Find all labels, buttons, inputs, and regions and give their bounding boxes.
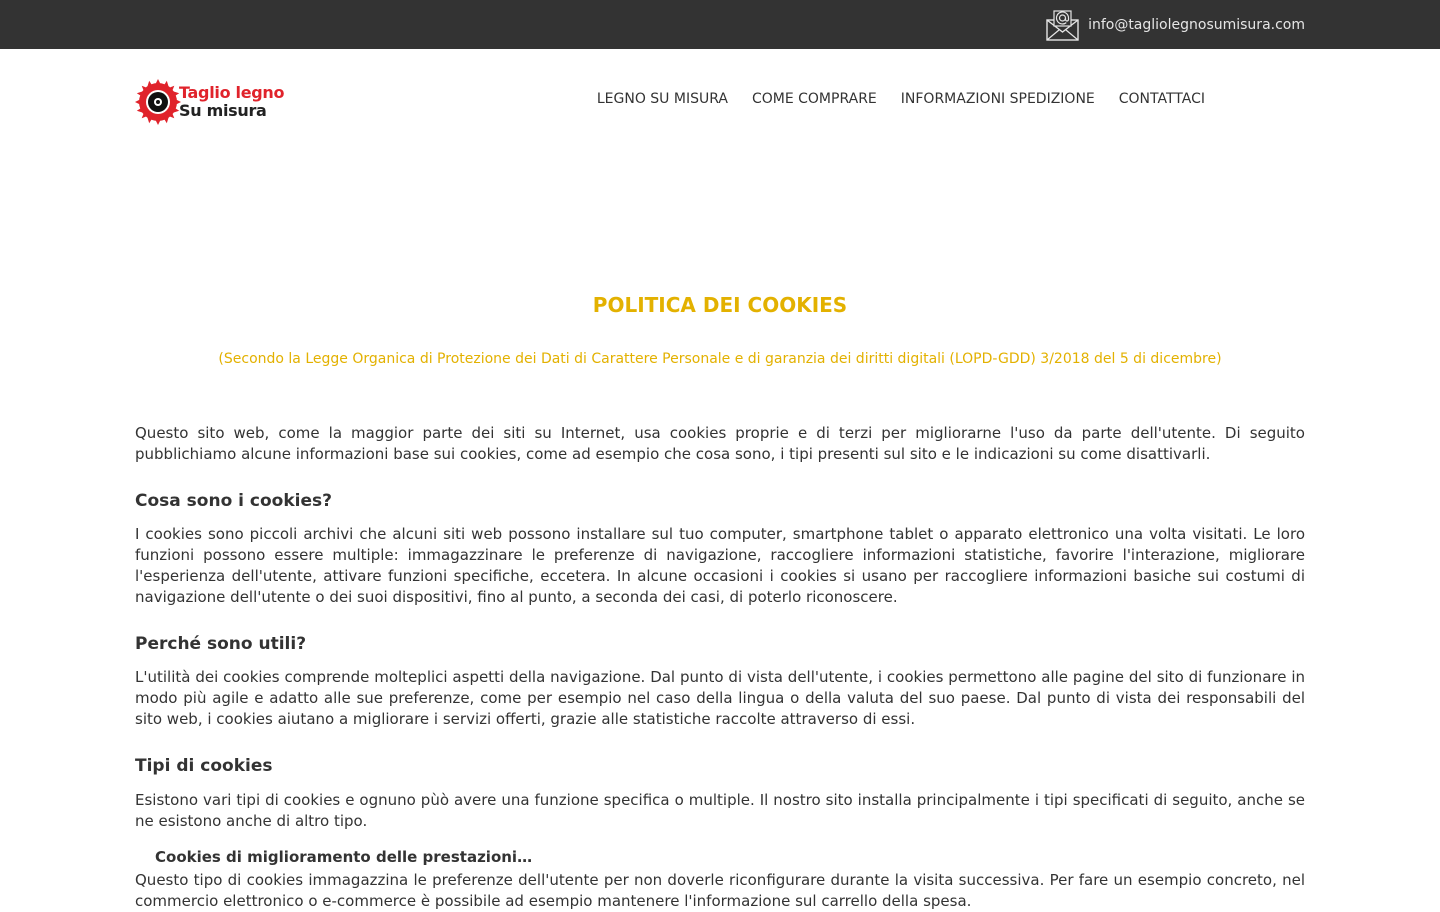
nav-item-informazioni-spedizione[interactable]: INFORMAZIONI SPEDIZIONE bbox=[900, 91, 1095, 107]
email-link[interactable] bbox=[1046, 9, 1305, 41]
page-title: POLITICA DEI COOKIES bbox=[592, 293, 848, 317]
email-address: info@tagliolegnosumisura.com bbox=[1088, 17, 1305, 33]
subsection-heading-prestazioni: Cookies di miglioramento delle prestazioni… bbox=[155, 848, 533, 866]
intro-paragraph: Questo sito web, come la maggior parte dei siti su Internet, usa cookies proprie e di terzi per migliorarne l'uso da parte dell'utente. Di seguito pubblichiamo alcune informazioni base sui cookies, come ad esempio che cosa sono, i tipi presenti sul sito e le indicazioni su come disattivarli. bbox=[135, 424, 1305, 463]
section-heading-perche-utili: Perché sono utili? bbox=[135, 634, 307, 654]
saw-blade-icon bbox=[135, 79, 181, 125]
main-content bbox=[135, 290, 1305, 912]
site-logo[interactable] bbox=[135, 79, 305, 125]
section-heading-tipi: Tipi di cookies bbox=[135, 756, 273, 776]
nav-item-contattaci[interactable]: CONTATTACI bbox=[1118, 91, 1205, 107]
nav-item-come-comprare[interactable]: COME COMPRARE bbox=[751, 91, 877, 107]
logo-line-2: Su misura bbox=[179, 101, 267, 120]
page-subtitle: (Secondo la Legge Organica di Protezione dei Dati di Carattere Personale e di garanzia dei diritti digitali (LOPD-GDD) 3/2018 del 5 di dicembre) bbox=[218, 351, 1222, 367]
envelope-at-icon bbox=[1046, 9, 1079, 41]
nav-item-legno-su-misura[interactable]: LEGNO SU MISURA bbox=[596, 91, 728, 107]
site-header bbox=[0, 49, 1440, 149]
logo-line-1: Taglio legno bbox=[179, 83, 285, 102]
main-navigation bbox=[585, 90, 1205, 108]
section-text-perche-utili: L'utilità dei cookies comprende molteplici aspetti della navigazione. Dal punto di vista dell'utente, i cookies permettono alle pagine del sito di funzionare in modo più agile e adatto alle sue preferenze, come per esempio nel caso della lingua o della valuta del suo paese. Dal punto di vista dei responsabili del sito web, i cookies aiutano a migliorare i servizi offerti, grazie alle statistiche raccolte attraverso di essi. bbox=[135, 668, 1305, 728]
top-bar bbox=[0, 0, 1440, 49]
subsection-text-prestazioni: Questo tipo di cookies immagazzina le preferenze dell'utente per non doverle riconfigurare durante la visita successiva. Per fare un esempio concreto, nel commercio elettronico o e-commerce è possibile ad esempio mantenere l'informazione sul carrello della spesa. bbox=[135, 871, 1305, 910]
section-heading-cosa-sono: Cosa sono i cookies? bbox=[135, 491, 332, 511]
section-text-cosa-sono: I cookies sono piccoli archivi che alcuni siti web possono installare sul tuo computer, smartphone tablet o apparato elettronico una volta visitati. Le loro funzioni possono essere multiple: immagazzinare le preferenze di navigazione, raccogliere informazioni statistiche, favorire l'interazione, migliorare l'esperienza dell'utente, attivare funzioni specifiche, eccetera. In alcune occasioni i cookies si usano per raccogliere informazioni basiche sui costumi di navigazione dell'utente o dei suoi dispositivi, fino al punto, a seconda dei casi, di poterlo riconoscere. bbox=[135, 525, 1305, 606]
logo-text bbox=[179, 84, 284, 120]
section-text-tipi: Esistono vari tipi di cookies e ognuno pùò avere una funzione specifica o multiple. Il nostro sito installa principalmente i tipi specificati di seguito, anche se ne esistono anche di altro tipo. bbox=[135, 791, 1305, 830]
